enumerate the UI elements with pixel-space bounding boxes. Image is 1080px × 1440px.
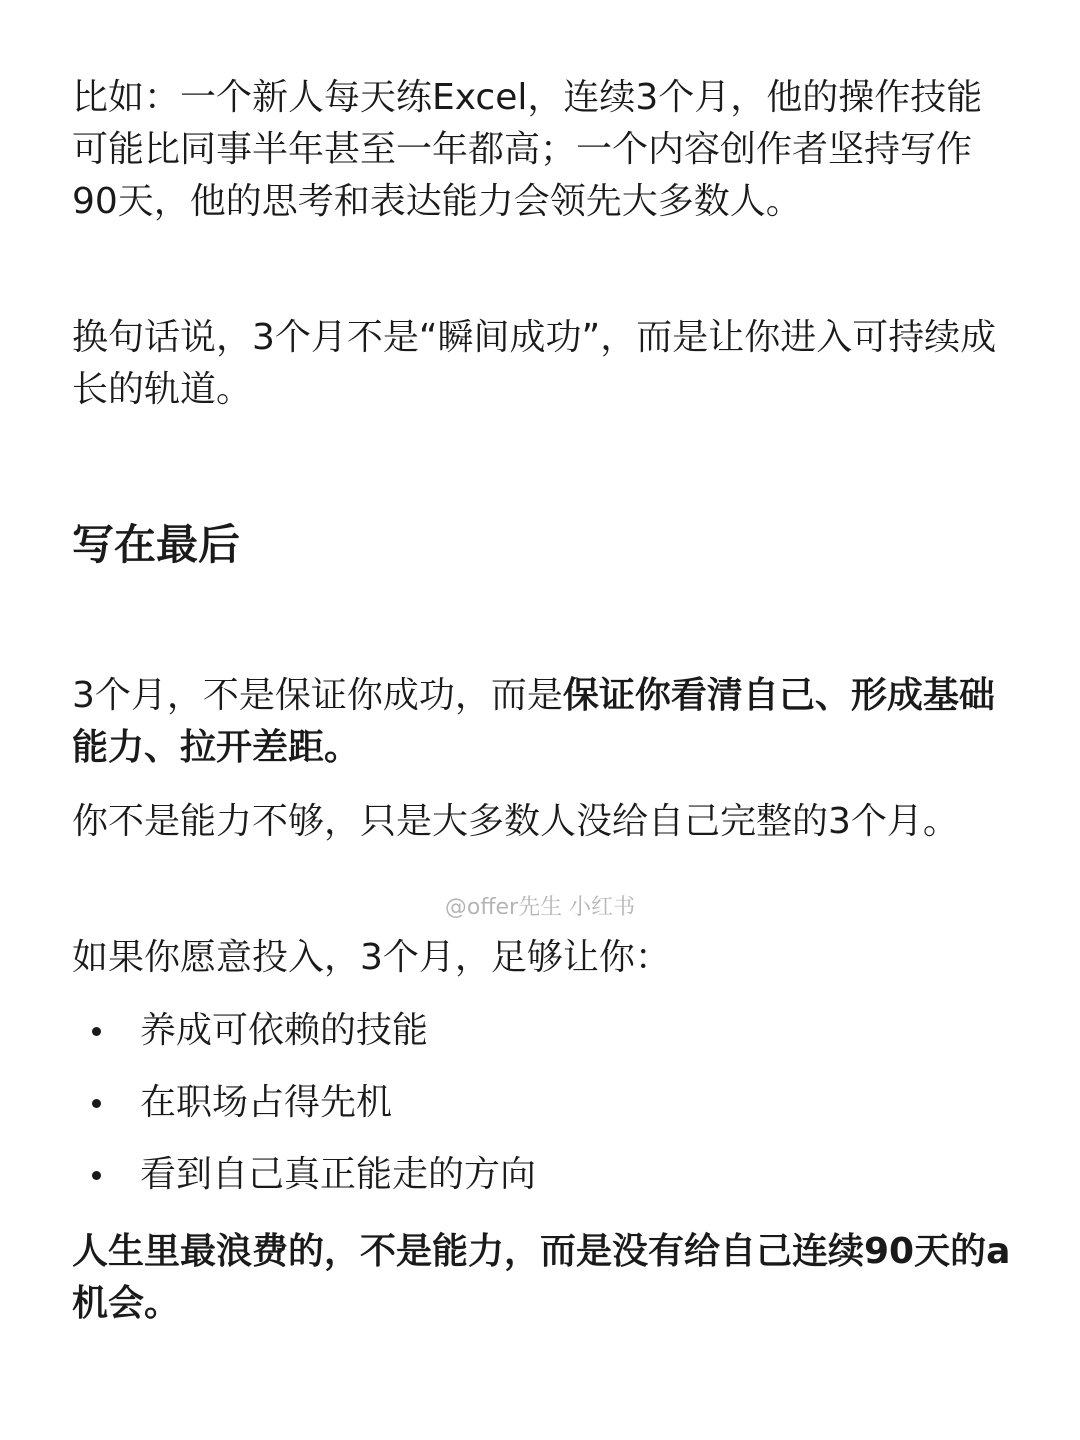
benefit-list <box>72 1005 1012 1221</box>
section-heading: 写在最后 <box>72 520 241 569</box>
closing-statement: 人生里最浪费的，不是能力，而是没有给自己连续90天的a机会。 <box>72 1231 1011 1324</box>
paragraph-example: 比如：一个新人每天练Excel，连续3个月，他的操作技能可能比同事半年甚至一年都高；一个内容创作者坚持写作90天，他的思考和表达能力会领先大多数人。 <box>72 77 983 222</box>
paragraph-in-other-words: 换句话说，3个月不是“瞬间成功”，而是让你进入可持续成长的轨道。 <box>72 317 997 410</box>
summary-bold-text: 保证你看清自己、形成基础能力、拉开差距。 <box>72 675 995 768</box>
bullet-dot-icon <box>92 1099 101 1108</box>
summary-plain-text: 3个月，不是保证你成功，而是 <box>72 675 563 716</box>
list-item-text: 养成可依赖的技能 <box>140 1010 429 1051</box>
bullet-dot-icon <box>92 1171 101 1180</box>
list-item <box>72 1077 1012 1149</box>
paragraph-not-lacking: 你不是能力不够，只是大多数人没给自己完整的3个月。 <box>72 801 959 842</box>
paragraph-summary <box>72 670 1012 774</box>
bullet-dot-icon <box>92 1027 101 1036</box>
list-item <box>72 1005 1012 1077</box>
list-item-text: 在职场占得先机 <box>140 1082 393 1123</box>
list-item-text: 看到自己真正能走的方向 <box>140 1154 537 1195</box>
watermark: @offer先生 小红书 <box>444 895 636 920</box>
paragraph-if-willing: 如果你愿意投入，3个月，足够让你： <box>72 937 671 978</box>
list-item <box>72 1149 1012 1221</box>
